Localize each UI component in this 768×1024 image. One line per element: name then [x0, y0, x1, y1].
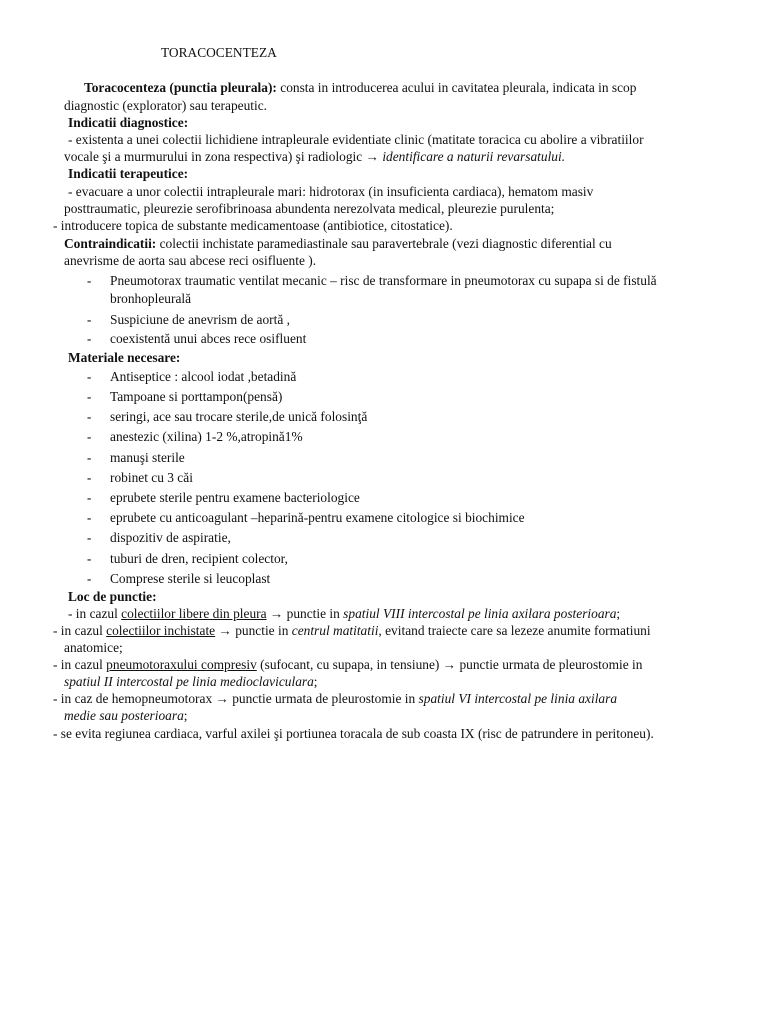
loc-3-a: - in cazul	[53, 657, 107, 672]
list-bullet: -	[87, 312, 92, 327]
loc-2-underlined: colectiilor inchistate	[106, 623, 216, 638]
list-bullet: -	[87, 389, 92, 404]
terap-heading: Indicatii terapeutice:	[68, 166, 189, 181]
list-bullet: -	[87, 273, 92, 288]
materiale-item: robinet cu 3 căi	[110, 470, 193, 485]
diag-line-1: - existenta a unei colectii lichidiene intrapleurale evidentiate clinic (matitate toracica cu abolire a vibratiilor	[68, 132, 644, 147]
materiale-item: Comprese sterile si leucoplast	[110, 571, 271, 586]
materiale-item: anestezic (xilina) 1-2 %,atropină1%	[110, 429, 303, 444]
list-bullet: -	[87, 571, 92, 586]
materiale-item: Antiseptice : alcool iodat ,betadină	[110, 369, 297, 384]
contra-term: Contraindicatii:	[64, 236, 157, 251]
loc-1-b: → punctie in	[266, 606, 344, 621]
loc-line-1	[68, 606, 620, 622]
contra-item: Pneumotorax traumatic ventilat mecanic – risc de transformare in pneumotorax cu supapa si de fistulă	[110, 273, 657, 288]
loc-3-underlined: pneumotoraxului compresiv	[106, 657, 257, 672]
list-bullet: -	[87, 429, 92, 444]
diag-line-2-italic: identificare a naturii revarsatului.	[382, 149, 566, 164]
materiale-item: dispozitiv de aspiratie,	[110, 530, 231, 545]
list-bullet: -	[87, 409, 92, 424]
contra-line-1	[64, 236, 612, 252]
loc-1-c: ;	[616, 606, 621, 621]
loc-3-b: (sufocant, cu supapa, in tensiune) → punctie urmata de pleurostomie in	[256, 657, 643, 672]
intro-line-1	[84, 80, 636, 96]
loc-4-a: - in caz de hemopneumotorax → punctie urmata de pleurostomie in	[53, 691, 419, 706]
loc-line-2-cont: anatomice;	[64, 640, 123, 655]
list-bullet: -	[87, 530, 92, 545]
contra-item: Suspiciune de anevrism de aortă ,	[110, 312, 290, 327]
terap-line-3: - introducere topica de substante medicamentoase (antibiotice, citostatice).	[53, 218, 453, 233]
loc-heading: Loc de punctie:	[68, 589, 157, 604]
contra-rest: colectii inchistate paramediastinale sau paravertebrale (vezi diagnostic diferential cu	[156, 236, 612, 251]
list-bullet: -	[87, 331, 92, 346]
contra-item-cont: bronhopleurală	[110, 291, 192, 306]
list-bullet: -	[87, 551, 92, 566]
loc-1-underlined: colectiilor libere din pleura	[121, 606, 267, 621]
list-bullet: -	[87, 510, 92, 525]
loc-1-a: - in cazul	[68, 606, 122, 621]
loc-line-5: - se evita regiunea cardiaca, varful axilei şi portiunea toracala de sub coasta IX (risc de patrundere in peritoneu).	[53, 726, 654, 741]
list-bullet: -	[87, 490, 92, 505]
intro-term: Toracocenteza (punctia pleurala):	[84, 80, 277, 95]
loc-1-italic: spatiul VIII intercostal pe linia axilara posterioara	[343, 606, 617, 621]
loc-4-italic-cont: medie sau posterioara	[64, 708, 184, 723]
diag-line-2	[64, 149, 565, 165]
loc-4-italic: spatiul VI intercostal pe linia axilara	[418, 691, 618, 706]
contra-item: coexistentă unui abces rece osifluent	[110, 331, 307, 346]
loc-line-2	[53, 623, 651, 639]
diag-heading: Indicatii diagnostice:	[68, 115, 189, 130]
loc-2-a: - in cazul	[53, 623, 107, 638]
list-bullet: -	[87, 470, 92, 485]
materiale-item: eprubete cu anticoagulant –heparină-pentru examene citologice si biochimice	[110, 510, 525, 525]
diag-line-2-text: vocale şi a murmurului in zona respectiva) şi radiologic →	[64, 149, 383, 164]
materiale-item: eprubete sterile pentru examene bacteriologice	[110, 490, 360, 505]
loc-3-c: ;	[313, 674, 318, 689]
contra-line-2: anevrisme de aorta sau abcese reci osifluente ).	[64, 253, 317, 268]
loc-line-4-cont	[64, 708, 188, 724]
materiale-item: manuşi sterile	[110, 450, 185, 465]
loc-line-3-cont	[64, 674, 318, 690]
materiale-item: Tampoane si porttampon(pensă)	[110, 389, 283, 404]
intro-line-2: diagnostic (explorator) sau terapeutic.	[64, 98, 268, 113]
loc-line-4	[53, 691, 617, 707]
materiale-heading: Materiale necesare:	[68, 350, 181, 365]
page-title: TORACOCENTEZA	[161, 45, 277, 60]
loc-3-italic: spatiul II intercostal pe linia medioclaviculara	[64, 674, 314, 689]
materiale-item: seringi, ace sau trocare sterile,de unică folosinţă	[110, 409, 368, 424]
loc-line-3	[53, 657, 642, 673]
list-bullet: -	[87, 450, 92, 465]
loc-2-italic: centrul matitatii	[291, 623, 379, 638]
terap-line-1: - evacuare a unor colectii intrapleurale mari: hidrotorax (in insuficienta cardiaca), hematom masiv	[68, 184, 594, 199]
terap-line-2: posttraumatic, pleurezie serofibrinoasa abundenta nerezolvata medical, pleurezie purulenta;	[64, 201, 555, 216]
materiale-item: tuburi de dren, recipient colector,	[110, 551, 288, 566]
loc-2-b: → punctie in	[215, 623, 292, 638]
intro-rest: consta in introducerea acului in cavitatea pleurala, indicata in scop	[276, 80, 637, 95]
loc-4-c: ;	[183, 708, 188, 723]
list-bullet: -	[87, 369, 92, 384]
loc-2-c: , evitand traiecte care sa lezeze anumite formatiuni	[378, 623, 651, 638]
